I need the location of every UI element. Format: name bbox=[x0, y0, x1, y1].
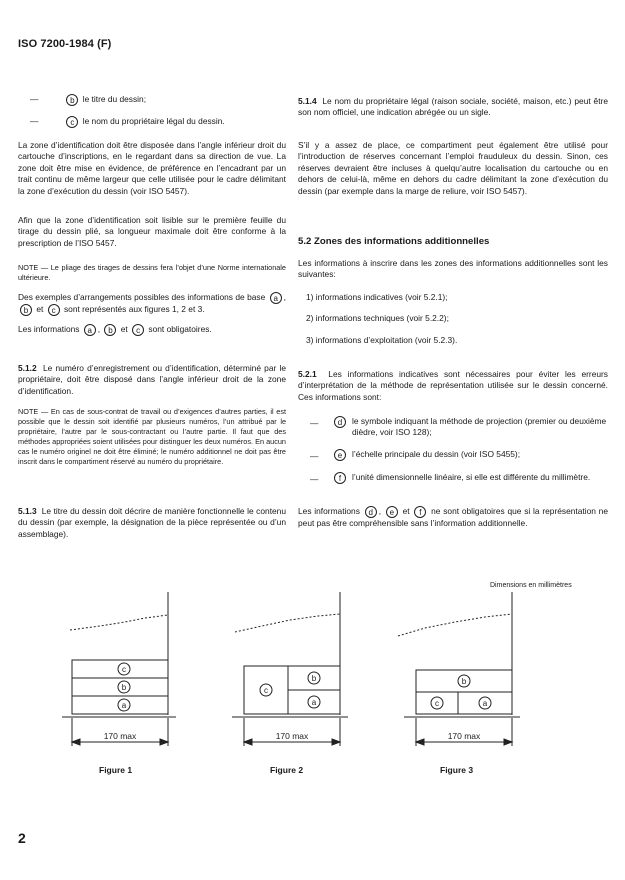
list-item-text: le symbole indiquant la méthode de projection (premier ou deuxième dièdre, voir ISO 128); bbox=[352, 416, 607, 438]
circle-b-label: b bbox=[461, 677, 467, 686]
figure-3-caption: Figure 3 bbox=[440, 765, 474, 775]
list-item-1: 1) informations indicatives (voir 5.2.1); bbox=[306, 292, 448, 302]
note-folding: NOTE — Le pliage des tirages de dessins fera l’objet d’une Norme internationale ultérieure. bbox=[18, 263, 286, 282]
list-item-e bbox=[310, 449, 608, 460]
paragraph-readability: Afin que la zone d’identification soit lisible sur le première feuille du tirage du dessin plié, sa longueur maximale doit être conforme à la prescription de l’ISO 5457. bbox=[18, 215, 286, 248]
circled-letter-a: a bbox=[270, 292, 282, 304]
section-number: 5.2.1 bbox=[298, 369, 317, 379]
text-run: ne sont obligatoires que si la représentation ne peut pas être compréhensible sans l’information additionnelle. bbox=[298, 506, 608, 528]
circled-letter-b: b bbox=[66, 94, 78, 106]
page-number: 2 bbox=[18, 830, 26, 846]
section-5-1-3 bbox=[18, 506, 286, 540]
page-header-title: ISO 7200-1984 (F) bbox=[18, 38, 112, 50]
list-item-c bbox=[30, 116, 225, 128]
section-number: 5.1.3 bbox=[18, 506, 37, 516]
paragraph-examples: Des exemples d’arrangements possibles des informations de base a , b et c sont représentés aux figures 1, 2 et 3. bbox=[18, 292, 286, 315]
dash: — bbox=[310, 418, 319, 428]
circled-letter-c: c bbox=[66, 116, 78, 128]
section-number: 5.1.2 bbox=[18, 363, 37, 373]
list-item-text: le titre du dessin; bbox=[82, 94, 147, 105]
figures-drawing bbox=[0, 590, 625, 770]
text-run: Des exemples d’arrangements possibles des informations de base bbox=[18, 292, 266, 303]
circled-letter-e: e bbox=[386, 506, 398, 518]
dash: — bbox=[310, 474, 319, 484]
section-text: Les informations indicatives sont nécessaires pour éviter les erreurs d’interprétation de la méthode de représentation utilisée sur le dessin concerné. Ces informations sont: bbox=[298, 369, 608, 402]
circled-letter-c: c bbox=[48, 304, 60, 316]
dimension-label: 170 max bbox=[447, 731, 481, 741]
text-run: sont obligatoires. bbox=[148, 324, 212, 335]
circle-c-label: c bbox=[435, 699, 439, 708]
paragraph-identification-zone: La zone d’identification doit être disposée dans l’angle inférieur droit du cartouche d’inscriptions, en le regardant dans sa direction de vue. La zone doit être mise en évidence, de préférence en l’encadrant par un trait continu de même largeur que celle utilisée pour le cadre délimitant la zone d’exécution du dessin (voir ISO 5457). bbox=[18, 140, 286, 196]
text-run: Les informations bbox=[18, 324, 80, 335]
break-line bbox=[398, 614, 512, 636]
figure-3 bbox=[398, 592, 520, 746]
list-item-b bbox=[30, 94, 146, 106]
circled-letter-f: f bbox=[334, 472, 346, 484]
list-item-f bbox=[310, 472, 608, 483]
circle-b-label: b bbox=[121, 683, 127, 692]
section-5-1-4 bbox=[298, 96, 608, 119]
paragraph-additional-info: Les informations à inscrire dans les zones des informations additionnelles sont les suivantes: bbox=[298, 258, 608, 280]
section-text: Le numéro d’enregistrement ou d’identification, déterminé par le propriétaire, doit être disposé dans l’angle inférieur droit de la zone d’identification. bbox=[18, 363, 286, 396]
list-item-text: l’unité dimensionnelle linéaire, si elle est différente du millimètre. bbox=[352, 472, 591, 482]
circle-c-label: c bbox=[264, 686, 268, 695]
circle-b-label: b bbox=[311, 674, 317, 683]
section-number: 5.1.4 bbox=[298, 96, 317, 106]
list-item-d bbox=[310, 416, 608, 439]
figure-2 bbox=[232, 592, 348, 746]
text-run: et bbox=[120, 324, 128, 335]
circled-letter-b: b bbox=[20, 304, 32, 316]
section-5-2-1 bbox=[298, 369, 608, 403]
dash: — bbox=[30, 94, 39, 105]
paragraph-optional-info: Les informations d , e et f ne sont obligatoires que si la représentation ne peut pas être compréhensible sans l’information additionnelle. bbox=[298, 506, 608, 528]
section-text: Le titre du dessin doit décrire de manière fonctionnelle le contenu du dessin (par exemple, la désignation de la pièce représentée ou d’un assemblage). bbox=[18, 506, 286, 539]
figure-1-caption: Figure 1 bbox=[99, 765, 133, 775]
dash: — bbox=[30, 116, 39, 127]
circled-letter-b: b bbox=[104, 324, 116, 336]
list-item-text: le nom du propriétaire légal du dessin. bbox=[82, 116, 225, 127]
figure-1 bbox=[62, 592, 176, 746]
text-run: Les informations bbox=[298, 506, 360, 517]
list-item-3: 3) informations d’exploitation (voir 5.2.3). bbox=[306, 335, 458, 345]
text-run: et bbox=[402, 506, 410, 517]
figure-2-caption: Figure 2 bbox=[270, 765, 304, 775]
paragraph-mandatory: Les informations a , b et c sont obligatoires. bbox=[18, 324, 212, 335]
dimension-label: 170 max bbox=[275, 731, 309, 741]
dash: — bbox=[310, 451, 319, 461]
paragraph-reserves: S’il y a assez de place, ce compartiment peut également être utilisé pour l’introduction de réserves concernant l’emploi frauduleux du dessin. Sinon, ces réserves devraient être incluses à quelqu’autre localisation du cartouche ou en dehors de celui-là, même en dehors du cadre délimitant la zone d’exécution du dessin (par exemple dans la marge de reliure, voir ISO 5457). bbox=[298, 140, 608, 196]
list-item-2: 2) informations techniques (voir 5.2.2); bbox=[306, 313, 449, 323]
dimensions-note: Dimensions en millimètres bbox=[490, 582, 572, 589]
circled-letter-d: d bbox=[334, 416, 346, 428]
dimension-label: 170 max bbox=[103, 731, 137, 741]
circled-letter-c: c bbox=[132, 324, 144, 336]
list-item-text: l’échelle principale du dessin (voir ISO 5455); bbox=[352, 449, 521, 459]
section-5-1-2 bbox=[18, 363, 286, 397]
text-run: et bbox=[36, 304, 44, 315]
section-5-2-title: 5.2 Zones des informations additionnelles bbox=[298, 236, 490, 247]
circle-a-label: a bbox=[121, 701, 127, 710]
title-block bbox=[72, 660, 168, 714]
note-sub-contract: NOTE — En cas de sous-contrat de travail ou d’exigences d’autres parties, il est possible que le dessin soit identifié par plusieurs numéros, l’un attribué par le propriétaire, l’autre par le sous-contractant ou l’autre partie. Il faut que des méthodes appropriées soient utilisées pour distinguer les deux numéros. En aucun cas le numéro originel ne doit être éliminé; le numéro additionnel ne doit pas être inscrit dans le compartiment réservé au numéro du propriétaire. bbox=[18, 407, 286, 466]
circle-a-label: a bbox=[482, 699, 488, 708]
circled-letter-d: d bbox=[365, 506, 377, 518]
text-run: sont représentés aux figures 1, 2 et 3. bbox=[63, 304, 205, 315]
circled-letter-f: f bbox=[414, 506, 426, 518]
section-text: Le nom du propriétaire légal (raison sociale, société, maison, etc.) peut être son nom officiel, une indication abrégée ou un sigle. bbox=[298, 96, 608, 118]
circled-letter-a: a bbox=[84, 324, 96, 336]
circled-letter-e: e bbox=[334, 449, 346, 461]
circle-a-label: a bbox=[311, 698, 317, 707]
break-line bbox=[235, 614, 340, 632]
circle-c-label: c bbox=[122, 665, 126, 674]
break-line bbox=[70, 615, 168, 630]
